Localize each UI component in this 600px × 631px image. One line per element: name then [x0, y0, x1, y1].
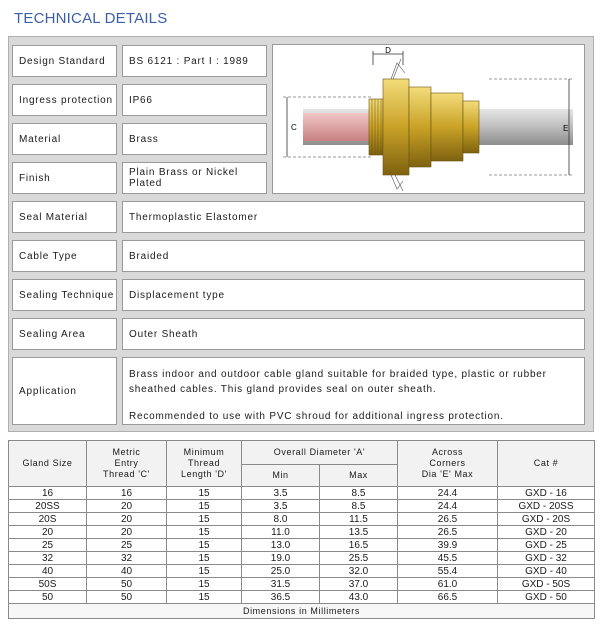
cell-across-corners: 61.0: [398, 578, 498, 591]
dim-label-d: D: [385, 46, 391, 55]
cell-min-thread: 15: [167, 565, 242, 578]
cell-metric-entry: 40: [87, 565, 167, 578]
table-row: [9, 578, 595, 591]
specification-table: [8, 440, 595, 619]
cell-across-corners: 26.5: [398, 526, 498, 539]
cell-gland-size: 16: [9, 487, 87, 500]
cell-diameter-max: 43.0: [320, 591, 398, 604]
value-cable-type: Braided: [122, 240, 585, 272]
cell-diameter-min: 25.0: [242, 565, 320, 578]
cell-diameter-max: 16.5: [320, 539, 398, 552]
header-metric-entry: Metric Entry Thread 'C': [87, 441, 167, 487]
cell-metric-entry: 20: [87, 513, 167, 526]
cell-cat-number: GXD - 40: [498, 565, 595, 578]
cell-gland-size: 25: [9, 539, 87, 552]
value-finish: Plain Brass or Nickel Plated: [122, 162, 267, 194]
cell-cat-number: GXD - 20: [498, 526, 595, 539]
cell-across-corners: 26.5: [398, 513, 498, 526]
table-row: [9, 539, 595, 552]
value-application: [122, 357, 585, 425]
cell-metric-entry: 50: [87, 578, 167, 591]
cell-min-thread: 15: [167, 487, 242, 500]
table-row: [9, 591, 595, 604]
header-overall-diameter: Overall Diameter 'A': [242, 441, 398, 465]
value-seal-material: Thermoplastic Elastomer: [122, 201, 585, 233]
cell-metric-entry: 16: [87, 487, 167, 500]
cell-min-thread: 15: [167, 513, 242, 526]
cell-diameter-max: 32.0: [320, 565, 398, 578]
table-row: [9, 487, 595, 500]
cell-diameter-max: 8.5: [320, 500, 398, 513]
table-row: [9, 552, 595, 565]
application-text-2: Recommended to use with PVC shroud for additional ingress protection.: [129, 411, 504, 422]
cell-gland-size: 50S: [9, 578, 87, 591]
cell-gland-size: 50: [9, 591, 87, 604]
cell-diameter-min: 8.0: [242, 513, 320, 526]
cell-cat-number: GXD - 32: [498, 552, 595, 565]
cell-cat-number: GXD - 50: [498, 591, 595, 604]
cell-across-corners: 24.4: [398, 487, 498, 500]
cell-min-thread: 15: [167, 591, 242, 604]
cell-diameter-max: 11.5: [320, 513, 398, 526]
page-title: TECHNICAL DETAILS: [14, 10, 168, 27]
cell-metric-entry: 32: [87, 552, 167, 565]
cell-min-thread: 15: [167, 526, 242, 539]
dim-label-c: C: [291, 123, 297, 132]
value-sealing-area: Outer Sheath: [122, 318, 585, 350]
header-max: Max: [320, 465, 398, 487]
value-material: Brass: [122, 123, 267, 155]
value-sealing-technique: Displacement type: [122, 279, 585, 311]
cell-gland-size: 20S: [9, 513, 87, 526]
cell-metric-entry: 20: [87, 500, 167, 513]
cell-gland-size: 20SS: [9, 500, 87, 513]
gland-seal-cap: [463, 101, 479, 153]
cell-diameter-min: 19.0: [242, 552, 320, 565]
cable-gland-diagram: [272, 44, 585, 194]
cell-metric-entry: 20: [87, 526, 167, 539]
table-row: [9, 565, 595, 578]
cell-cat-number: GXD - 50S: [498, 578, 595, 591]
cell-min-thread: 15: [167, 500, 242, 513]
cable-gland-drawing: [273, 45, 584, 193]
gland-middle-nut: [409, 87, 431, 167]
cell-diameter-min: 36.5: [242, 591, 320, 604]
cell-min-thread: 15: [167, 539, 242, 552]
cell-cat-number: GXD - 25: [498, 539, 595, 552]
cell-cat-number: GXD - 20S: [498, 513, 595, 526]
cell-across-corners: 39.9: [398, 539, 498, 552]
cell-diameter-max: 8.5: [320, 487, 398, 500]
cell-diameter-min: 31.5: [242, 578, 320, 591]
cell-diameter-max: 37.0: [320, 578, 398, 591]
cell-diameter-max: 25.5: [320, 552, 398, 565]
specification-rows: [9, 487, 595, 604]
table-row: [9, 513, 595, 526]
label-sealing-technique: Sealing Technique: [12, 279, 117, 311]
cell-min-thread: 15: [167, 578, 242, 591]
cell-across-corners: 66.5: [398, 591, 498, 604]
cell-across-corners: 45.5: [398, 552, 498, 565]
table-row: [9, 526, 595, 539]
value-ingress-protection: IP66: [122, 84, 267, 116]
label-design-standard: Design Standard: [12, 45, 117, 77]
cell-min-thread: 15: [167, 552, 242, 565]
gland-body-hex: [383, 79, 409, 175]
cell-gland-size: 32: [9, 552, 87, 565]
label-sealing-area: Sealing Area: [12, 318, 117, 350]
cell-diameter-min: 3.5: [242, 487, 320, 500]
label-application: Application: [12, 357, 117, 425]
table-row: [9, 500, 595, 513]
label-material: Material: [12, 123, 117, 155]
cell-gland-size: 40: [9, 565, 87, 578]
table-footer-units: Dimensions in Millimeters: [9, 604, 595, 619]
cell-diameter-min: 11.0: [242, 526, 320, 539]
cell-diameter-min: 13.0: [242, 539, 320, 552]
cell-cat-number: GXD - 20SS: [498, 500, 595, 513]
header-cat: Cat #: [498, 441, 595, 487]
header-gland-size: Gland Size: [9, 441, 87, 487]
label-finish: Finish: [12, 162, 117, 194]
cell-diameter-min: 3.5: [242, 500, 320, 513]
header-across-corners: Across Corners Dia 'E' Max: [398, 441, 498, 487]
cell-diameter-max: 13.5: [320, 526, 398, 539]
gland-back-nut: [431, 93, 463, 161]
label-ingress-protection: Ingress protection: [12, 84, 117, 116]
cell-across-corners: 24.4: [398, 500, 498, 513]
dim-label-e: E: [563, 124, 569, 133]
cell-metric-entry: 50: [87, 591, 167, 604]
application-text-1: Brass indoor and outdoor cable gland suitable for braided type, plastic or rubber sheathed cables. This gland provides seal on outer sheath.: [129, 369, 547, 395]
cell-metric-entry: 25: [87, 539, 167, 552]
value-design-standard: BS 6121 : Part I : 1989: [122, 45, 267, 77]
header-min: Min: [242, 465, 320, 487]
cell-across-corners: 55.4: [398, 565, 498, 578]
cell-gland-size: 20: [9, 526, 87, 539]
header-min-thread: Minimum Thread Length 'D': [167, 441, 242, 487]
label-cable-type: Cable Type: [12, 240, 117, 272]
cell-cat-number: GXD - 16: [498, 487, 595, 500]
label-seal-material: Seal Material: [12, 201, 117, 233]
